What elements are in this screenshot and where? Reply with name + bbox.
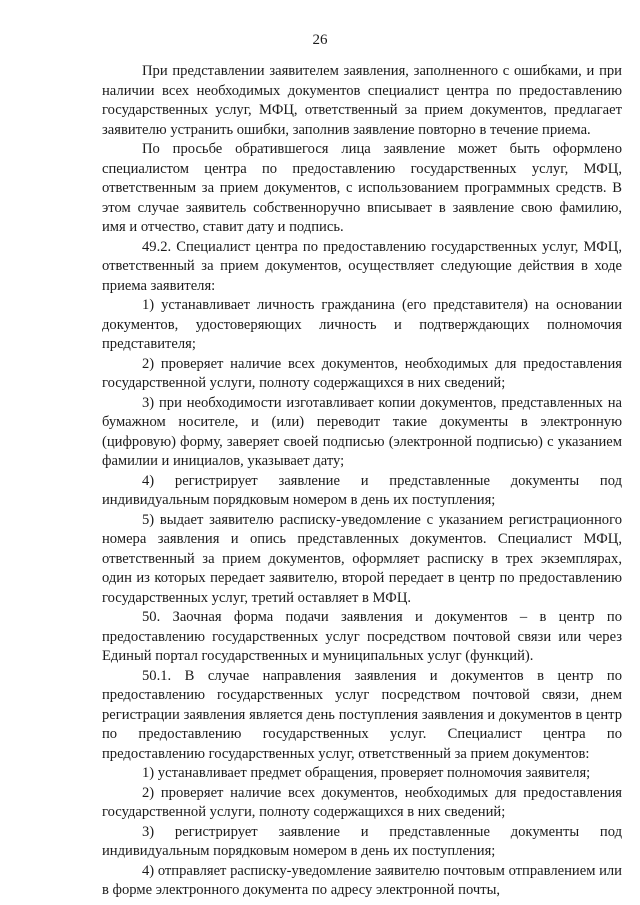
paragraph: 50. Заочная форма подачи заявления и документов – в центр по предоставлению государственных услуг посредством почтовой связи или через Единый портал государственных и муниципальных услуг (функций). [102,609,622,664]
list-item: 2) проверяет наличие всех документов, необходимых для предоставления государственной услуги, полноту содержащихся в них сведений; [102,784,622,820]
list-item: 4) регистрирует заявление и представленные документы под индивидуальным порядковым номером в день их поступления; [102,472,622,508]
list-item: 1) устанавливает предмет обращения, проверяет полномочия заявителя; [142,765,591,781]
list-item: 3) регистрирует заявление и представленные документы под индивидуальным порядковым номером в день их поступления; [102,823,622,859]
paragraph: По просьбе обратившегося лица заявление может быть оформлено специалистом центра по предоставлению государственных услуг, МФЦ, ответственным за прием документов, с использованием программных средств. В этом случае заявитель собственноручно вписывает в заявление свою фамилию, имя и отчество, ставит дату и подпись. [102,141,622,235]
document-body [102,62,622,901]
list-item: 4) отправляет расписку-уведомление заявителю почтовым отправлением или в форме электронного документа по адресу электронной почты, [102,862,622,898]
list-item: 3) при необходимости изготавливает копии документов, представленных на бумажном носителе, и (или) переводит такие документы в электронную (цифровую) форму, заверяет своей подписью (электронной подписью) с указанием фамилии и инициалов, указывает дату; [102,394,622,469]
list-item: 1) устанавливает личность гражданина (его представителя) на основании документов, удостоверяющих личность и подтверждающих полномочия представителя; [102,297,622,352]
list-item: 5) выдает заявителю расписку-уведомление с указанием регистрационного номера заявления и опись представленных документов. Специалист МФЦ, ответственный за прием документов, оформляет расписку в трех экземплярах, один из которых передает заявителю, второй передает в центр по предоставлению государственных услуг, третий оставляет в МФЦ. [102,511,622,606]
paragraph: 49.2. Специалист центра по предоставлению государственных услуг, МФЦ, ответственный за прием документов, осуществляет следующие действия в ходе приема заявителя: [102,238,622,294]
list-item: 2) проверяет наличие всех документов, необходимых для предоставления государственной услуги, полноту содержащихся в них сведений; [102,355,622,391]
paragraph: 50.1. В случае направления заявления и документов в центр по предоставлению государственных услуг посредством почтовой связи, днем регистрации заявления является день поступления заявления и документов в центр по предоставлению государственных услуг. Специалист центра по предоставлению государственных услуг, ответственный за прием документов: [102,667,622,762]
paragraph: При представлении заявителем заявления, заполненного с ошибками, и при наличии всех необходимых документов специалист центра по предоставлению государственных услуг, МФЦ, ответственный за прием документов, предлагает заявителю устранить ошибки, заполнив заявление повторно в течение приема. [102,63,622,138]
page-number: 26 [312,32,328,48]
